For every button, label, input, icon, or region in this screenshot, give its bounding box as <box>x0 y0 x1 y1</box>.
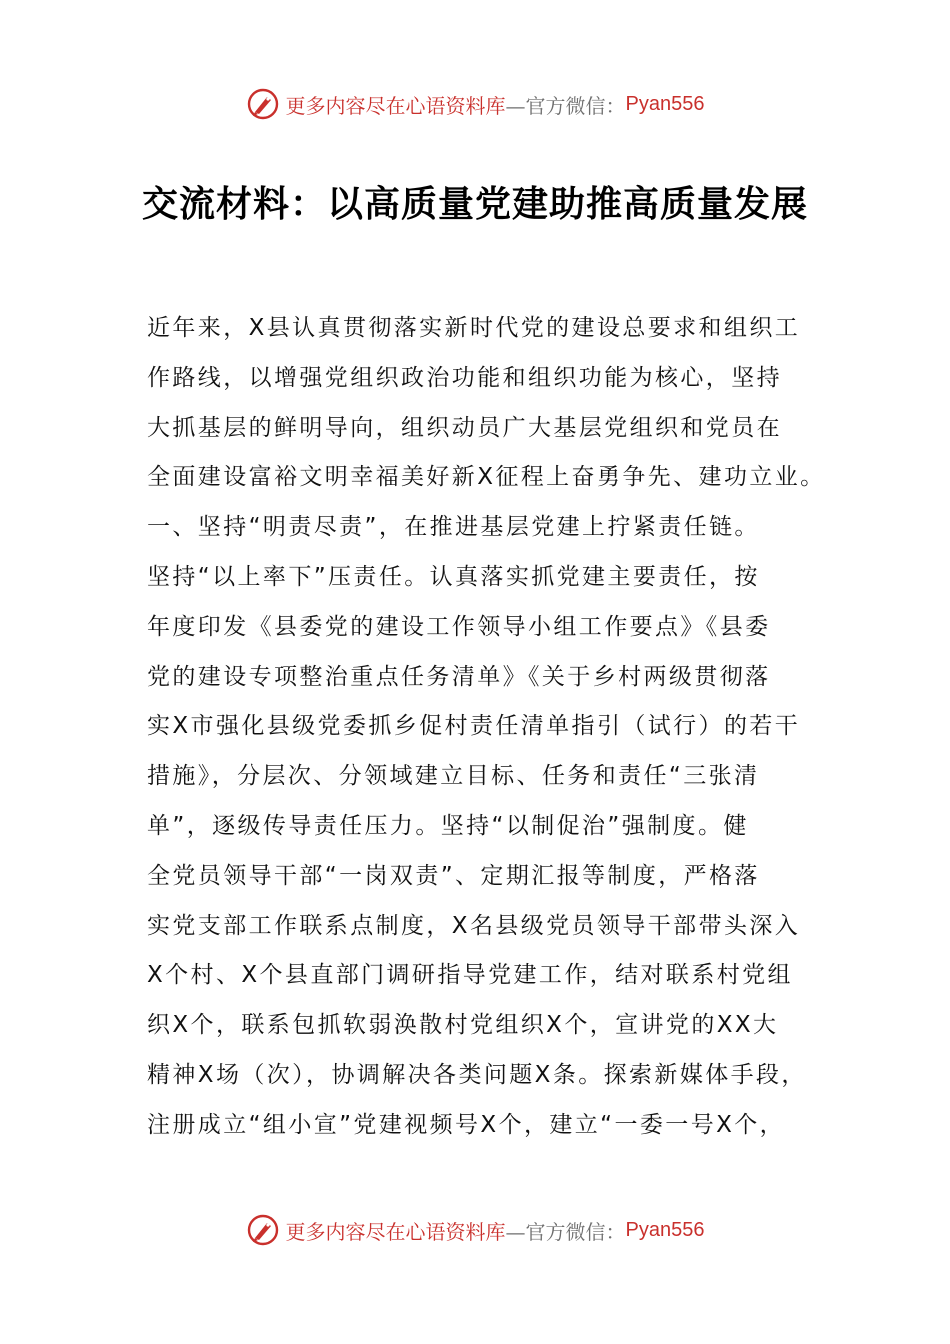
pen-nib-logo-icon <box>246 87 280 121</box>
body-line: 单”，逐级传导责任压力。坚持“以制促治”强制度。健 <box>147 812 749 839</box>
pen-nib-logo-icon <box>246 1213 280 1247</box>
body-line: 注册成立“组小宣”党建视频号X个，建立“一委一号X个， <box>147 1111 786 1138</box>
document-body <box>147 304 837 1151</box>
body-line: 近年来，X县认真贯彻落实新时代党的建设总要求和组织工 <box>147 315 801 341</box>
body-line: 织X个，联系包抓软弱涣散村党组织X个，宣讲党的XX大 <box>147 1012 779 1039</box>
banner-contact-label: —官方微信： <box>505 93 626 118</box>
header-watermark-banner <box>0 82 950 126</box>
body-line: 实X市强化县级党委抓乡促村责任清单指引（试行）的若干 <box>147 713 801 740</box>
document-title: 交流材料：以高质量党建助推高质量发展 <box>141 183 808 225</box>
body-line: 党的建设专项整治重点任务清单》《关于乡村两级贯彻落 <box>147 663 771 690</box>
body-line: 作路线，以增强党组织政治功能和组织功能为核心，坚持 <box>147 364 782 391</box>
banner-main-text: 更多内容尽在心语资料库 <box>285 93 506 118</box>
body-line: 坚持“以上率下”压责任。认真落实抓党建主要责任，按 <box>147 563 760 590</box>
banner-contact-label: —官方微信： <box>505 1219 626 1244</box>
section-heading-line: 一、坚持“明责尽责”，在推进基层党建上拧紧责任链。 <box>147 514 760 541</box>
footer-watermark-banner <box>0 1208 950 1252</box>
banner-wechat-id: Pyan556 <box>625 1218 705 1241</box>
body-line: 实党支部工作联系点制度，X名县级党员领导干部带头深入 <box>147 912 801 939</box>
body-line: 年度印发《县委党的建设工作领导小组工作要点》《县委 <box>147 613 771 640</box>
body-line: 精神X场（次），协调解决各类问题X条。探索新媒体手段， <box>147 1061 807 1088</box>
body-line: 全党员领导干部“一岗双责”、定期汇报等制度，严格落 <box>147 862 760 889</box>
body-line: X个村、X个县直部门调研指导党建工作，结对联系村党组 <box>147 962 793 989</box>
body-line: 大抓基层的鲜明导向，组织动员广大基层党组织和党员在 <box>147 414 782 441</box>
banner-wechat-id: Pyan556 <box>625 92 705 115</box>
body-line: 全面建设富裕文明幸福美好新X征程上奋勇争先、建功立业。 <box>147 464 826 491</box>
body-line: 措施》，分层次、分领域建立目标、任务和责任“三张清 <box>147 763 760 790</box>
banner-main-text: 更多内容尽在心语资料库 <box>285 1219 506 1244</box>
